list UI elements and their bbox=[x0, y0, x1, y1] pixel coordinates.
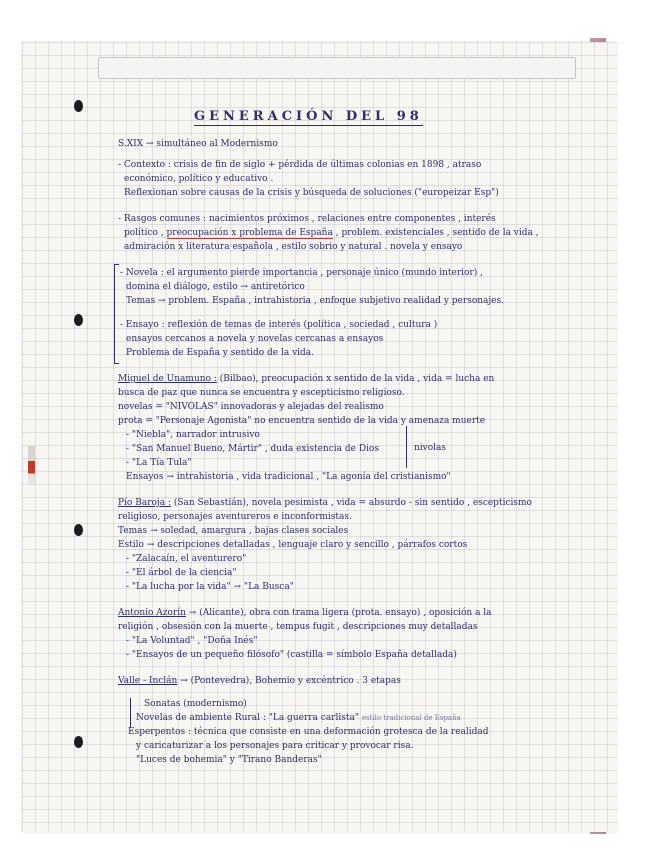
azorin-text: → (Alicante), obra con trama ligera (prota. ensayo) , oposición a la bbox=[188, 608, 492, 618]
azorin-work: - "La Voluntad" , "Doña Inés" bbox=[126, 636, 258, 646]
valle-text: → (Pontevedra), Bohemio y excéntrico . 3 etapas bbox=[180, 676, 401, 686]
unamuno-text: (Bilbao), preocupación x sentido de la vida , vida = lucha en bbox=[219, 374, 495, 384]
valle-note: estilo tradicional de España bbox=[361, 714, 461, 722]
novela-line: domina el diálogo, estilo → antiretórico bbox=[126, 282, 305, 292]
rasgos-text: político , bbox=[124, 228, 164, 238]
binder-hole bbox=[74, 314, 83, 326]
intro-line: S.XIX → simultáneo al Modernismo bbox=[118, 139, 278, 149]
valle-etapa: Esperpentos : técnica que consiste en una deformación grotesca de la realidad bbox=[128, 727, 489, 737]
unamuno-work: - "La Tía Tula" bbox=[126, 458, 192, 468]
unamuno-line: Ensayos → intrahistoria , vida tradicional , "La agonía del cristianismo" bbox=[126, 472, 451, 482]
rasgos-line bbox=[124, 227, 539, 239]
valle-work: "Luces de bohemia" y "Tirano Banderas" bbox=[136, 755, 322, 765]
unamuno-work: - "Niebla", narrador intrusivo bbox=[126, 430, 260, 440]
baroja-work: - "La lucha por la vida" → "La Busca" bbox=[126, 582, 294, 592]
unamuno-line: busca de paz que nunca se encuentra y escepticismo religioso. bbox=[118, 388, 405, 398]
etapas-bracket bbox=[130, 698, 131, 728]
valle-line: y caricaturizar a los personajes para criticar y provocar risa. bbox=[136, 741, 414, 751]
baroja-work: - "Zalacaín, el aventurero" bbox=[126, 554, 247, 564]
contexto-line: Reflexionan sobre causas de la crisis y búsqueda de soluciones ("europeizar Esp") bbox=[124, 188, 499, 198]
binder-hole bbox=[74, 524, 83, 536]
notebook-page bbox=[22, 42, 617, 832]
baroja-line bbox=[118, 497, 532, 509]
baroja-work: - "El árbol de la ciencia" bbox=[126, 568, 237, 578]
baroja-line: Temas → soledad, amargura , bajas clases sociales bbox=[118, 526, 349, 536]
unamuno-work: - "San Manuel Bueno, Mártir" , duda existencia de Dios bbox=[126, 444, 379, 454]
nivolas-bracket bbox=[406, 426, 407, 468]
novela-line: - Novela : el argumento pierde importancia , personaje único (mundo interior) , bbox=[120, 268, 483, 278]
ensayo-line: ensayos cercanos a novela y novelas cercanas a ensayos bbox=[126, 334, 384, 344]
contexto-line: - Contexto : crisis de fin de siglo + pérdida de últimas colonias en 1898 , atraso bbox=[118, 160, 482, 170]
valle-line bbox=[118, 675, 401, 687]
contexto-line: económico, político y educativo . bbox=[124, 174, 274, 184]
author-name: Miguel de Unamuno : bbox=[118, 374, 217, 384]
baroja-line: religioso, personajes aventureros e inconformistas. bbox=[118, 512, 352, 522]
page-tab bbox=[28, 446, 35, 484]
rasgos-line: admiración x literatura española , estilo sobrio y natural . novela y ensayo bbox=[124, 242, 463, 252]
azorin-line bbox=[118, 607, 492, 619]
page-title: GENERACIÓN DEL 98 bbox=[194, 109, 423, 124]
valle-etapa: Sonatas (modernismo) bbox=[144, 699, 247, 709]
nivolas-label: nivolas bbox=[414, 443, 447, 453]
azorin-work: - "Ensayos de un pequeño filósofo" (castilla = símbolo España detallada) bbox=[126, 650, 457, 660]
unamuno-line bbox=[118, 373, 494, 385]
novela-line: Temas → problem. España , intrahistoria , enfoque subjetivo realidad y personajes. bbox=[126, 296, 504, 306]
rasgos-line: - Rasgos comunes : nacimientos próximos , relaciones entre componentes , interés bbox=[118, 214, 496, 224]
baroja-text: (San Sebastián), novela pesimista , vida = absurdo - sin sentido , escepticismo bbox=[173, 498, 532, 508]
author-name: Pío Baroja : bbox=[118, 498, 171, 508]
azorin-line: religión , obsesión con la muerte , tempus fugit , descripciones muy detalladas bbox=[118, 622, 478, 632]
header-box bbox=[98, 57, 576, 79]
rasgos-text: , problem. existenciales , sentido de la vida , bbox=[335, 228, 539, 238]
rasgos-highlight: preocupación x problema de España bbox=[166, 228, 333, 238]
unamuno-line: prota = "Personaje Agonista" no encuentra sentido de la vida y amenaza muerte bbox=[118, 416, 486, 426]
binder-hole bbox=[74, 100, 83, 112]
author-name: Antonio Azorín bbox=[118, 608, 186, 618]
valle-etapa bbox=[136, 712, 461, 724]
ensayo-line: - Ensayo : reflexión de temas de interés (política , sociedad , cultura ) bbox=[120, 320, 438, 330]
unamuno-line: novelas = "NIVOLAS" innovadoras y alejadas del realismo bbox=[118, 402, 384, 412]
ensayo-line: Problema de España y sentido de la vida. bbox=[126, 348, 315, 358]
author-name: Valle - Inclán bbox=[118, 676, 178, 686]
genre-bracket bbox=[114, 264, 119, 364]
baroja-line: Estilo → descripciones detalladas , lenguaje claro y sencillo , párrafos cortos bbox=[118, 540, 468, 550]
valle-text: Novelas de ambiente Rural : "La guerra carlista" bbox=[136, 713, 359, 723]
binder-hole bbox=[74, 736, 83, 748]
